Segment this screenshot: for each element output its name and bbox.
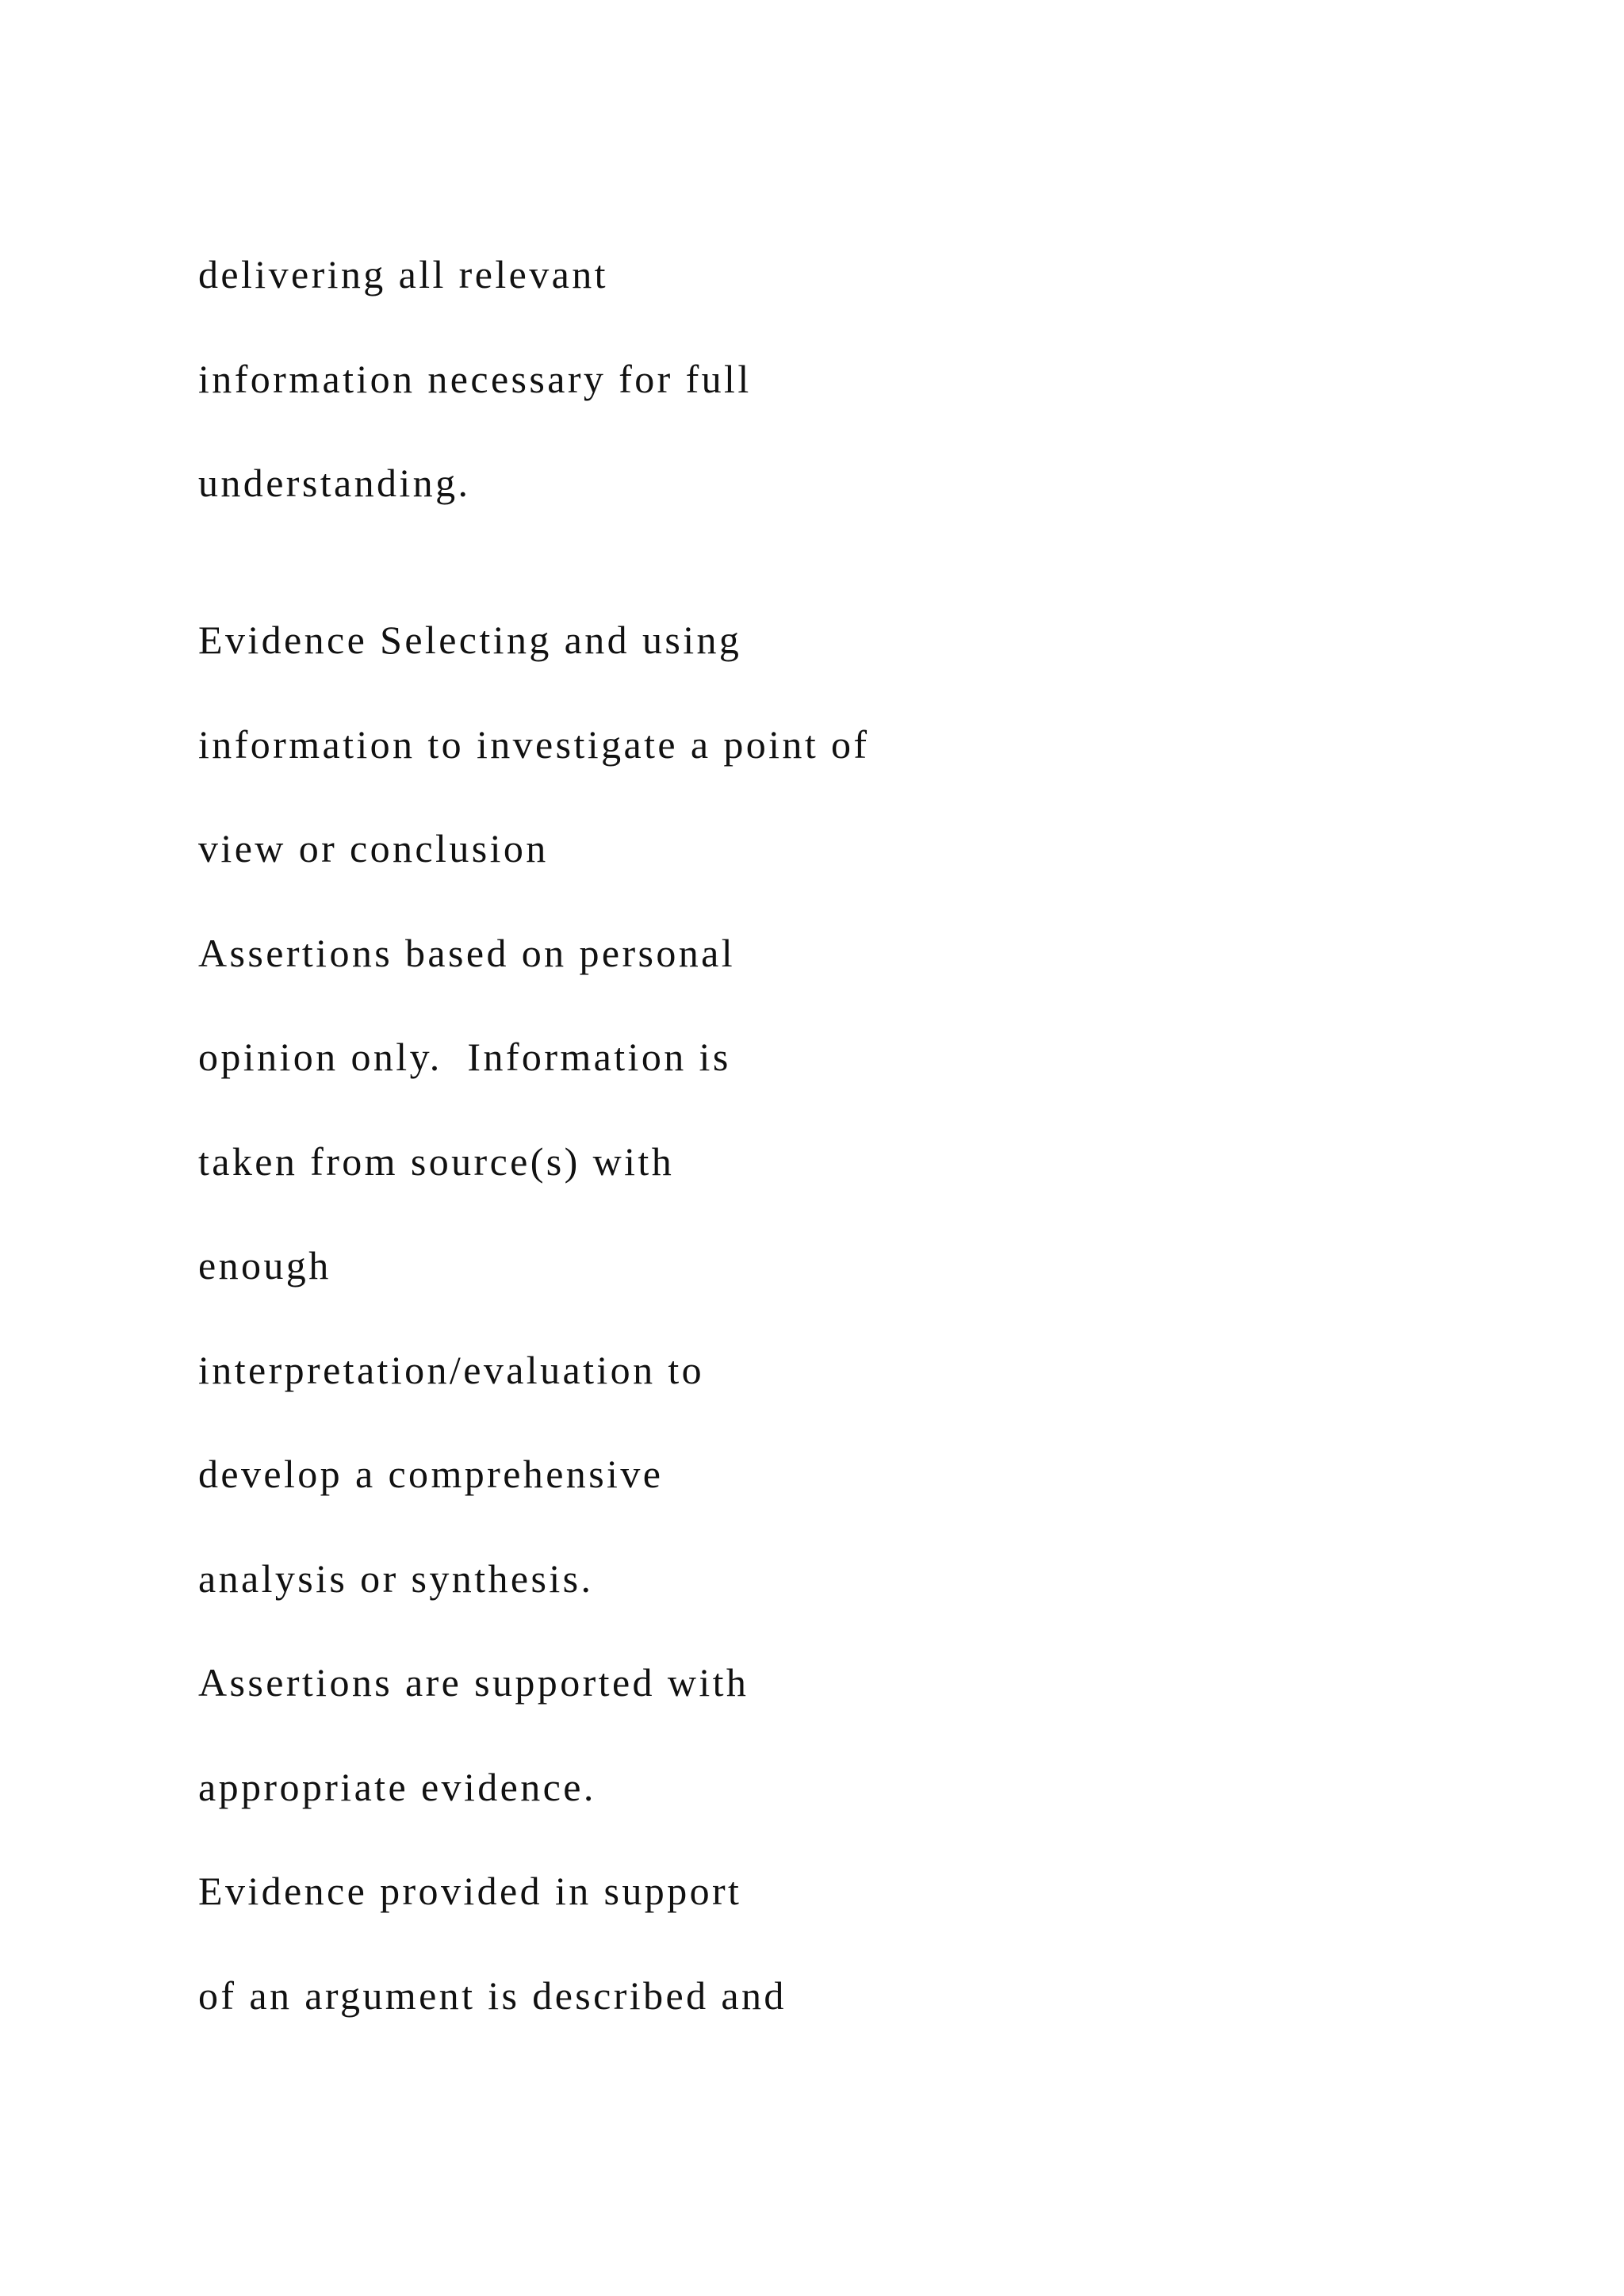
text-line: analysis or synthesis. <box>198 1556 594 1601</box>
text-line: interpretation/evaluation to <box>198 1348 705 1392</box>
text-line: understanding. <box>198 461 471 505</box>
text-line: Evidence provided in support <box>198 1869 742 1913</box>
text-line: Evidence Selecting and using <box>198 618 742 662</box>
text-line: appropriate evidence. <box>198 1765 596 1809</box>
text-line: taken from source(s) with <box>198 1139 675 1184</box>
text-line: information to investigate a point of <box>198 722 870 767</box>
text-line: information necessary for full <box>198 357 752 401</box>
text-line: view or conclusion <box>198 826 549 871</box>
text-line: Assertions are supported with <box>198 1660 749 1705</box>
text-line: delivering all relevant <box>198 252 608 297</box>
text-line: develop a comprehensive <box>198 1452 664 1496</box>
text-line: enough <box>198 1243 331 1288</box>
text-line: opinion only. Information is <box>198 1035 731 1079</box>
text-line: Assertions based on personal <box>198 931 736 975</box>
text-line: of an argument is described and <box>198 1973 787 2018</box>
